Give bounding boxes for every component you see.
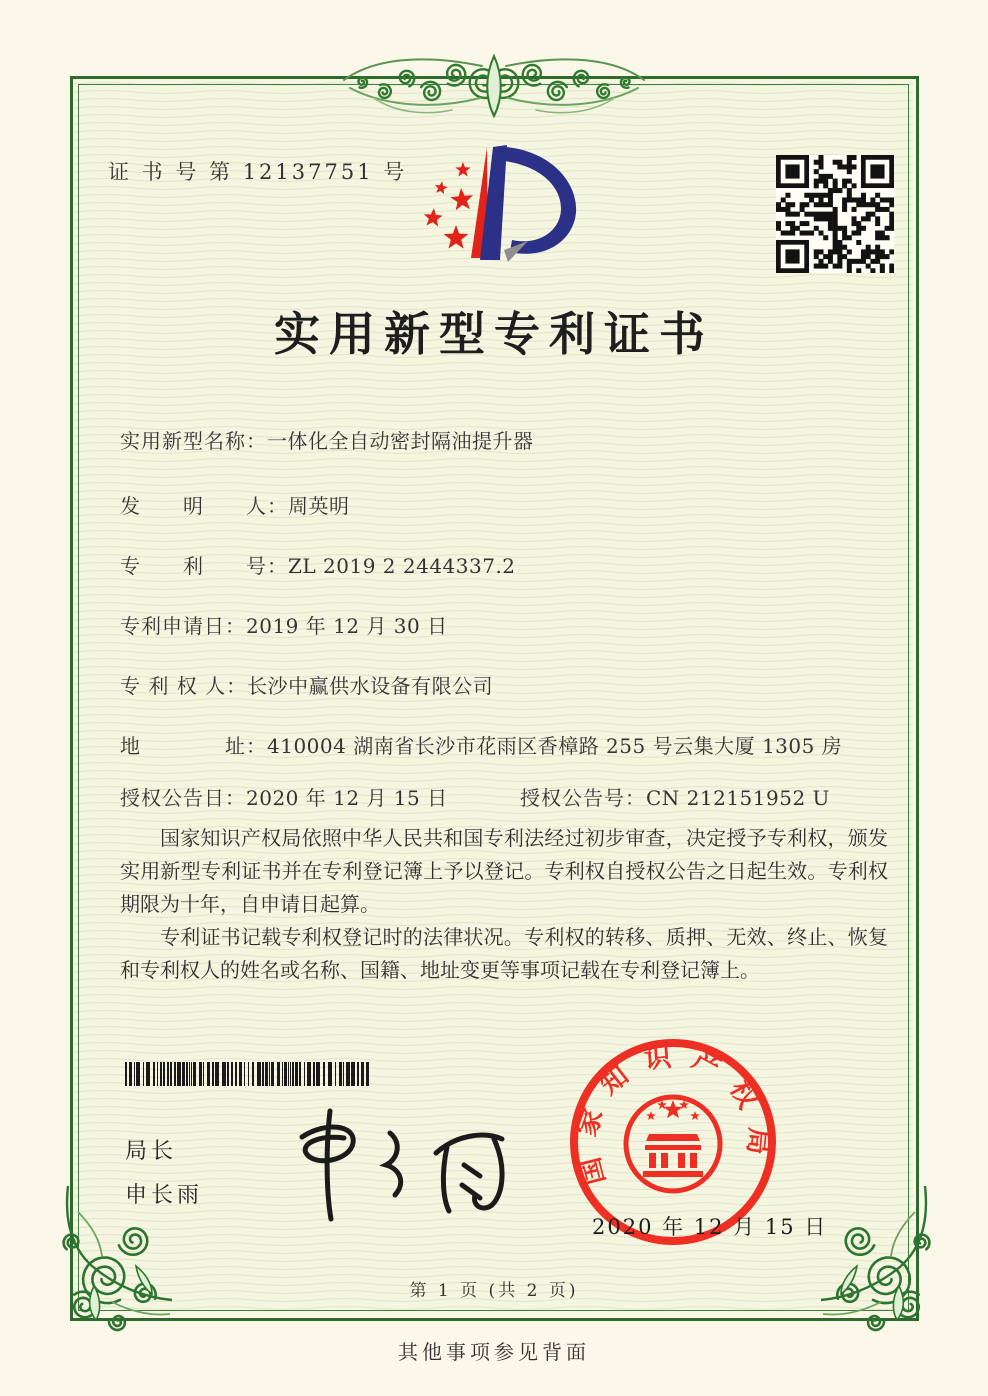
field-row	[120, 670, 493, 699]
field-value: 长沙中赢供水设备有限公司	[247, 674, 494, 698]
director-title: 局长	[125, 1139, 178, 1164]
field-row	[120, 610, 448, 639]
field-row	[120, 425, 534, 454]
bottom-right-flourish	[820, 1182, 945, 1332]
certificate-number: 证 书 号 第 12137751 号	[108, 160, 408, 184]
field-label: 专 利 号：	[120, 554, 288, 578]
field-label: 授权公告号：	[520, 786, 646, 810]
field-label: 发 明 人：	[120, 494, 288, 518]
top-center-flourish	[334, 40, 654, 136]
field-label: 地 址：	[120, 734, 267, 758]
legal-text	[120, 822, 888, 987]
field-value: ZL 2019 2 2444337.2	[288, 554, 516, 578]
field-label: 授权公告日：	[120, 786, 246, 810]
director-signature-icon	[268, 1105, 518, 1225]
field-value: 410004 湖南省长沙市花雨区香樟路 255 号云集大厦 1305 房	[267, 734, 843, 758]
field-value: 一体化全自动密封隔油提升器	[267, 429, 534, 453]
cnipa-logo-icon	[420, 138, 620, 306]
legal-paragraph: 国家知识产权局依照中华人民共和国专利法经过初步审查，决定授予专利权，颁发实用新型专利证书并在专利登记簿上予以登记。专利权自授权公告之日起生效。专利权期限为十年，自申请日起算。	[120, 826, 888, 916]
seal-date: 2020 年 12 月 15 日	[592, 1215, 828, 1239]
field-value: CN 212151952 U	[646, 786, 830, 810]
certificate-title: 实用新型专利证书	[274, 307, 714, 361]
field-row	[120, 782, 830, 811]
field-label: 专利申请日：	[120, 614, 246, 638]
qr-code	[776, 155, 894, 273]
legal-paragraph: 专利证书记载专利权登记时的法律状况。专利权的转移、质押、无效、终止、恢复和专利权人的姓名或名称、国籍、地址变更等事项记载在专利登记簿上。	[120, 925, 888, 982]
page-number: 第 1 页 (共 2 页)	[409, 1281, 579, 1301]
barcode	[125, 1062, 373, 1086]
field-value: 周英明	[288, 494, 350, 518]
footer-note: 其他事项参见背面	[398, 1340, 590, 1364]
field-row	[120, 730, 842, 759]
director-name: 申长雨	[125, 1183, 204, 1208]
field-value: 2019 年 12 月 30 日	[246, 614, 448, 638]
field-row	[120, 490, 350, 519]
field-row	[120, 550, 516, 579]
national-emblem-icon	[626, 1097, 720, 1191]
field-label: 专 利 权 人：	[120, 674, 248, 698]
field-label: 实用新型名称：	[120, 429, 267, 453]
seal-text: 国家知识产权局	[570, 1040, 775, 1188]
field-value: 2020 年 12 月 15 日	[246, 786, 448, 810]
field-row-secondary	[520, 782, 830, 811]
